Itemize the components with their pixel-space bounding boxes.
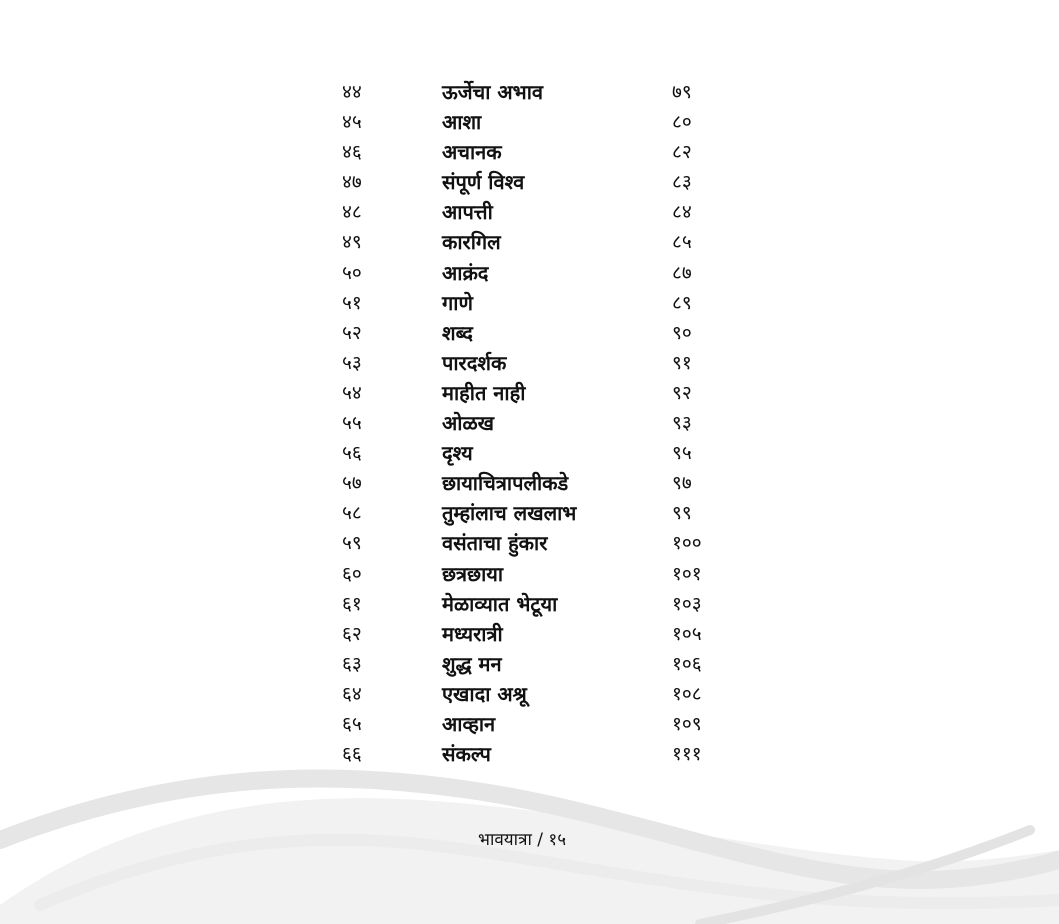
toc-entry-title: माहीत नाही xyxy=(442,380,526,405)
toc-entry-number: ४९ xyxy=(342,231,362,254)
toc-entry-title: दृश्य xyxy=(442,441,473,466)
toc-entry-title: छायाचित्रापलीकडे xyxy=(442,471,569,496)
table-of-contents xyxy=(342,77,742,769)
toc-entry-page: १११ xyxy=(672,743,702,766)
toc-row xyxy=(342,619,742,649)
toc-entry-page: १०५ xyxy=(672,622,702,645)
toc-entry-number: ६५ xyxy=(342,712,362,735)
toc-entry-title: मेळाव्यात भेटूया xyxy=(442,591,558,616)
toc-row xyxy=(342,288,742,318)
toc-entry-page: ८३ xyxy=(672,171,692,194)
toc-entry-page: ९९ xyxy=(672,502,692,525)
toc-entry-number: ५७ xyxy=(342,472,362,495)
toc-entry-title: आशा xyxy=(442,110,482,135)
toc-row xyxy=(342,739,742,769)
toc-entry-number: ५८ xyxy=(342,502,362,525)
toc-entry-number: ६६ xyxy=(342,743,362,766)
toc-row xyxy=(342,258,742,288)
toc-row xyxy=(342,378,742,408)
toc-entry-title: वसंताचा हुंकार xyxy=(442,531,548,556)
toc-entry-page: ९२ xyxy=(672,381,692,404)
toc-entry-page: १०० xyxy=(672,532,702,555)
toc-row xyxy=(342,348,742,378)
toc-entry-title: पारदर्शक xyxy=(442,350,507,375)
toc-entry-title: कारगिल xyxy=(442,230,501,255)
toc-entry-title: तुम्हांलाच लखलाभ xyxy=(442,501,577,526)
toc-row xyxy=(342,679,742,709)
toc-entry-page: १०३ xyxy=(672,592,702,615)
toc-entry-title: एखादा अश्रू xyxy=(442,681,527,706)
toc-entry-number: ५० xyxy=(342,261,362,284)
toc-entry-number: ५६ xyxy=(342,442,362,465)
toc-entry-number: ६१ xyxy=(342,592,362,615)
toc-row xyxy=(342,408,742,438)
toc-entry-page: ८० xyxy=(672,111,692,134)
toc-entry-title: संपूर्ण विश्व xyxy=(442,170,525,195)
toc-entry-number: ६२ xyxy=(342,622,362,645)
toc-entry-number: ५३ xyxy=(342,351,362,374)
toc-entry-title: ऊर्जेचा अभाव xyxy=(442,80,544,104)
toc-entry-title: छत्रछाया xyxy=(442,561,504,586)
toc-entry-page: १०६ xyxy=(672,652,702,675)
toc-entry-page: ९१ xyxy=(672,351,692,374)
toc-entry-title: मध्यरात्री xyxy=(442,621,503,646)
toc-entry-title: संकल्प xyxy=(442,742,491,767)
toc-entry-title: ओळख xyxy=(442,411,495,436)
toc-entry-page: ७९ xyxy=(672,81,692,103)
toc-row xyxy=(342,137,742,167)
toc-entry-page: ८७ xyxy=(672,261,692,284)
toc-entry-number: ५५ xyxy=(342,412,362,435)
toc-entry-number: ५४ xyxy=(342,381,362,404)
toc-row xyxy=(342,77,742,107)
toc-entry-page: ९३ xyxy=(672,412,692,435)
toc-entry-page: १०९ xyxy=(672,712,702,735)
toc-row xyxy=(342,589,742,619)
toc-entry-page: १०१ xyxy=(672,562,702,585)
toc-entry-number: ४५ xyxy=(342,111,362,134)
toc-row xyxy=(342,528,742,558)
toc-entry-number: ५२ xyxy=(342,321,362,344)
toc-entry-title: गाणे xyxy=(442,290,473,315)
toc-row xyxy=(342,227,742,257)
toc-row xyxy=(342,197,742,227)
toc-entry-number: ४७ xyxy=(342,171,362,194)
toc-entry-number: ६४ xyxy=(342,682,362,705)
toc-entry-page: ९० xyxy=(672,321,692,344)
toc-entry-number: ४६ xyxy=(342,141,362,164)
page-footer: भावयात्रा / १५ xyxy=(478,830,567,850)
toc-entry-page: ८९ xyxy=(672,291,692,314)
toc-entry-page: ८५ xyxy=(672,231,692,254)
toc-entry-title: शब्द xyxy=(442,320,473,345)
toc-row xyxy=(342,107,742,137)
toc-entry-title: शुद्ध मन xyxy=(442,651,502,676)
toc-entry-title: अचानक xyxy=(442,140,502,165)
toc-entry-number: ५१ xyxy=(342,291,362,314)
toc-entry-title: आक्रंद xyxy=(442,260,489,285)
toc-row xyxy=(342,468,742,498)
toc-entry-number: ४४ xyxy=(342,81,362,103)
toc-entry-title: आपत्ती xyxy=(442,200,493,225)
toc-entry-page: १०८ xyxy=(672,682,702,705)
toc-entry-number: ६३ xyxy=(342,652,362,675)
toc-row xyxy=(342,709,742,739)
toc-entry-page: ९७ xyxy=(672,472,692,495)
toc-row xyxy=(342,167,742,197)
toc-entry-page: ८२ xyxy=(672,141,692,164)
toc-row xyxy=(342,438,742,468)
toc-entry-page: ९५ xyxy=(672,442,692,465)
toc-row xyxy=(342,318,742,348)
toc-entry-number: ५९ xyxy=(342,532,362,555)
toc-row xyxy=(342,559,742,589)
toc-entry-title: आव्हान xyxy=(442,711,496,736)
toc-row xyxy=(342,649,742,679)
toc-entry-number: ६० xyxy=(342,562,362,585)
toc-entry-number: ४८ xyxy=(342,201,362,224)
toc-entry-page: ८४ xyxy=(672,201,692,224)
toc-row xyxy=(342,498,742,528)
